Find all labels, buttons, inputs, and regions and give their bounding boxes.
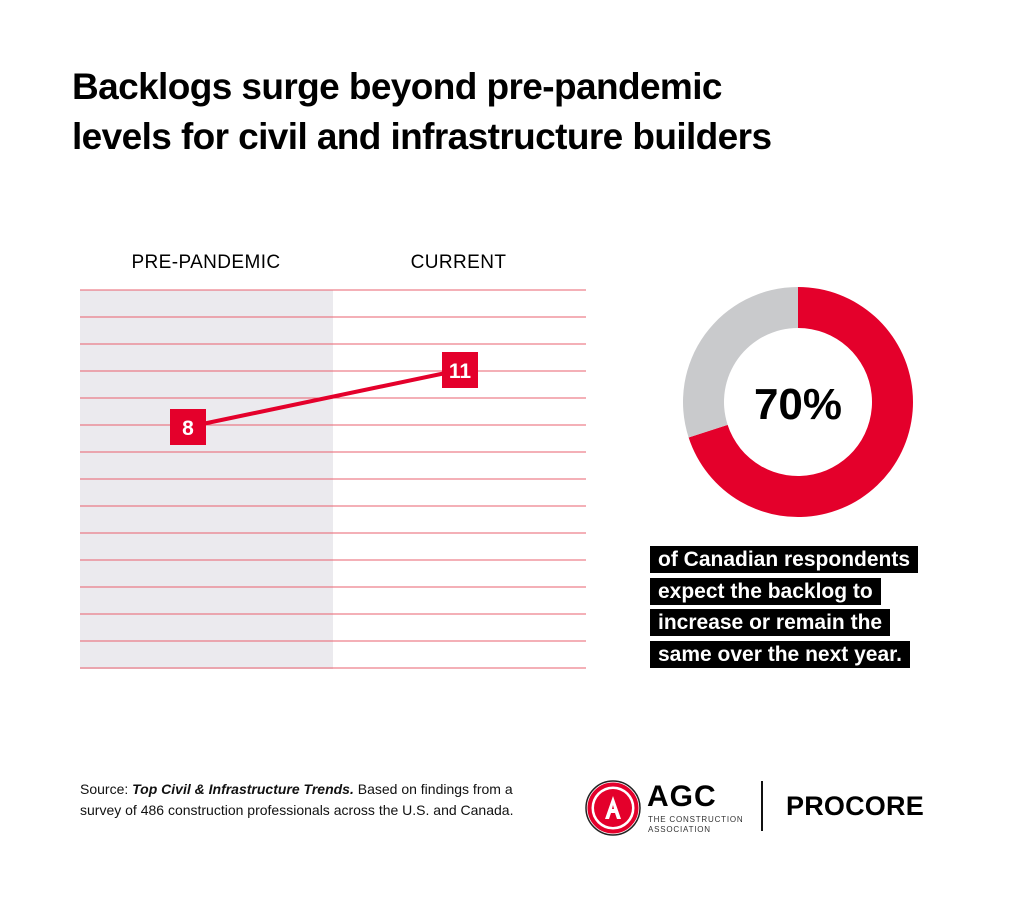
title-line-1: Backlogs surge beyond pre-pandemic: [72, 66, 722, 107]
category-label-pre-pandemic: PRE-PANDEMIC: [131, 252, 281, 273]
agc-seal-icon: [585, 780, 641, 836]
logo-divider: [761, 781, 763, 831]
caption-line-1: of Canadian respondents: [650, 546, 918, 573]
category-label-current: CURRENT: [410, 252, 507, 273]
source-note: [80, 779, 540, 821]
agc-wordmark: AGC: [647, 780, 717, 813]
data-label-pre-pandemic: 8: [182, 417, 194, 440]
donut-caption: [650, 544, 990, 670]
source-text: Based on findings from a survey of 486 construction professionals across the U.S. and Canada.: [80, 781, 514, 818]
title-line-2: levels for civil and infrastructure builders: [72, 116, 772, 157]
procore-logo: PROCORE: [786, 791, 924, 821]
source-prefix: Source:: [80, 781, 133, 797]
source-title: Top Civil & Infrastructure Trends.: [132, 781, 354, 797]
chart-title: [72, 62, 972, 162]
agc-subtitle: [648, 815, 743, 835]
line-chart: [80, 282, 586, 674]
agc-subtitle-line-1: THE CONSTRUCTION: [648, 815, 744, 824]
agc-subtitle-line-2: ASSOCIATION: [648, 825, 711, 834]
data-label-current: 11: [448, 360, 472, 383]
agc-logo: [585, 780, 745, 836]
caption-line-3: increase or remain the: [650, 609, 890, 636]
donut-chart: [682, 286, 914, 518]
caption-line-2: expect the backlog to: [650, 578, 881, 605]
caption-line-4: same over the next year.: [650, 641, 910, 668]
donut-center-label: 70%: [753, 380, 843, 429]
